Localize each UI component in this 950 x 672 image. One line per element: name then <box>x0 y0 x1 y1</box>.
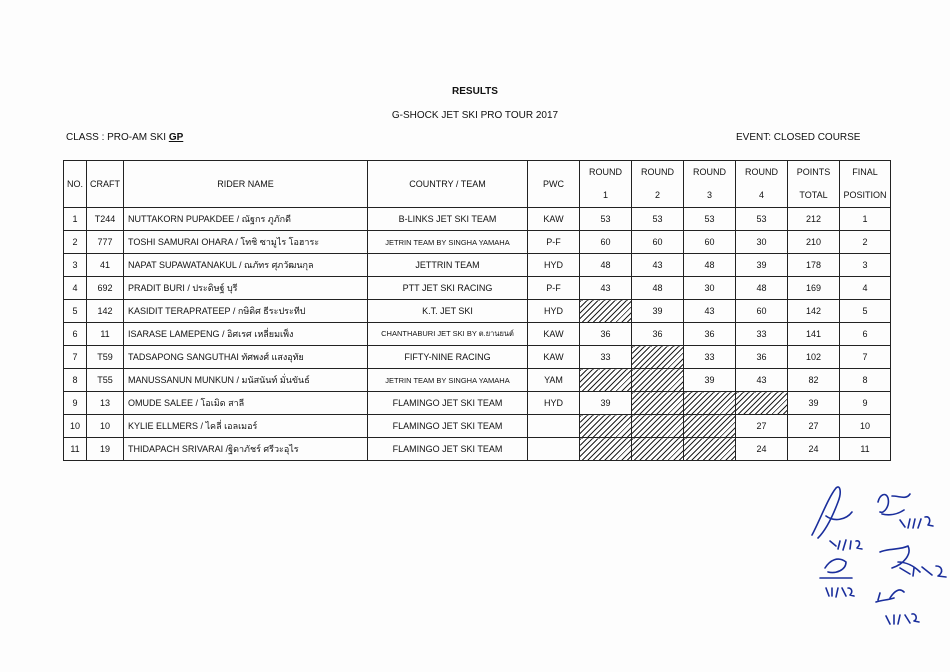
cell-r1: 53 <box>580 208 632 231</box>
cell-r1: 60 <box>580 231 632 254</box>
cell-rider: TOSHI SAMURAI OHARA / โทชิ ซามูไร โอฮาระ <box>124 231 368 254</box>
cell-final: 9 <box>840 392 891 415</box>
cell-r1 <box>580 438 632 461</box>
cell-r4: 39 <box>736 254 788 277</box>
cell-pwc: KAW <box>528 323 580 346</box>
cell-points: 82 <box>788 369 840 392</box>
cell-points: 39 <box>788 392 840 415</box>
cell-pwc: KAW <box>528 346 580 369</box>
table-row <box>64 277 891 300</box>
cell-r1: 39 <box>580 392 632 415</box>
cell-points: 178 <box>788 254 840 277</box>
cell-points: 24 <box>788 438 840 461</box>
cell-r3 <box>684 438 736 461</box>
document-title: RESULTS <box>452 86 498 97</box>
cell-r3 <box>684 415 736 438</box>
signature-5-date <box>886 614 919 624</box>
cell-no: 8 <box>64 369 87 392</box>
cell-r1: 48 <box>580 254 632 277</box>
signature-1-date <box>830 540 862 550</box>
cell-rider: MANUSSANUN MUNKUN / มนัสนันท์ มั่นขันธ์ <box>124 369 368 392</box>
signature-2 <box>878 494 910 515</box>
table-row <box>64 300 891 323</box>
signature-4 <box>820 559 852 578</box>
cell-final: 8 <box>840 369 891 392</box>
cell-r3: 30 <box>684 277 736 300</box>
cell-craft: T244 <box>87 208 124 231</box>
cell-final: 5 <box>840 300 891 323</box>
cell-r2: 43 <box>632 254 684 277</box>
cell-no: 9 <box>64 392 87 415</box>
cell-r1 <box>580 415 632 438</box>
cell-r2 <box>632 438 684 461</box>
cell-team: FLAMINGO JET SKI TEAM <box>368 392 528 415</box>
cell-team: CHANTHABURI JET SKI BY ต.ยานยนต์ <box>368 323 528 346</box>
header-round-1: ROUND 1 <box>580 161 632 208</box>
cell-craft: 41 <box>87 254 124 277</box>
cell-craft: 142 <box>87 300 124 323</box>
cell-r1 <box>580 369 632 392</box>
cell-pwc: HYD <box>528 300 580 323</box>
signature-2-date <box>900 517 933 528</box>
cell-craft: T59 <box>87 346 124 369</box>
table-row <box>64 346 891 369</box>
cell-r4: 53 <box>736 208 788 231</box>
cell-team: FLAMINGO JET SKI TEAM <box>368 438 528 461</box>
cell-no: 5 <box>64 300 87 323</box>
cell-no: 4 <box>64 277 87 300</box>
cell-rider: THIDAPACH SRIVARAI /ฐิดาภัชร์ ศรีวะอุไร <box>124 438 368 461</box>
cell-r1 <box>580 300 632 323</box>
cell-pwc <box>528 415 580 438</box>
cell-pwc: KAW <box>528 208 580 231</box>
cell-r2 <box>632 346 684 369</box>
cell-points: 27 <box>788 415 840 438</box>
cell-rider: ISARASE LAMEPENG / อิศเรศ เหลี่ยมเพ็ง <box>124 323 368 346</box>
cell-r3: 48 <box>684 254 736 277</box>
cell-rider: PRADIT BURI / ประดิษฐ์ บุรี <box>124 277 368 300</box>
cell-points: 141 <box>788 323 840 346</box>
cell-r4: 33 <box>736 323 788 346</box>
cell-craft: 692 <box>87 277 124 300</box>
signature-3 <box>880 546 920 572</box>
cell-pwc: HYD <box>528 254 580 277</box>
header-round-2: ROUND 2 <box>632 161 684 208</box>
cell-points: 210 <box>788 231 840 254</box>
table-row <box>64 392 891 415</box>
cell-pwc <box>528 438 580 461</box>
cell-team: JETRIN TEAM BY SINGHA YAMAHA <box>368 369 528 392</box>
cell-r3 <box>684 392 736 415</box>
cell-no: 10 <box>64 415 87 438</box>
cell-final: 1 <box>840 208 891 231</box>
cell-r4: 43 <box>736 369 788 392</box>
cell-r2: 48 <box>632 277 684 300</box>
cell-r4 <box>736 392 788 415</box>
cell-team: PTT JET SKI RACING <box>368 277 528 300</box>
table-row <box>64 438 891 461</box>
cell-r4: 24 <box>736 438 788 461</box>
cell-craft: 10 <box>87 415 124 438</box>
cell-team: FLAMINGO JET SKI TEAM <box>368 415 528 438</box>
cell-no: 2 <box>64 231 87 254</box>
class-value: GP <box>168 132 184 143</box>
cell-points: 102 <box>788 346 840 369</box>
cell-r3: 53 <box>684 208 736 231</box>
cell-craft: 19 <box>87 438 124 461</box>
cell-pwc: YAM <box>528 369 580 392</box>
cell-rider: NAPAT SUPAWATANAKUL / ณภัทร ศุภวัฒนกุล <box>124 254 368 277</box>
cell-points: 169 <box>788 277 840 300</box>
cell-r2: 39 <box>632 300 684 323</box>
cell-team: JETRIN TEAM BY SINGHA YAMAHA <box>368 231 528 254</box>
cell-pwc: HYD <box>528 392 580 415</box>
cell-team: FIFTY-NINE RACING <box>368 346 528 369</box>
cell-r3: 36 <box>684 323 736 346</box>
cell-craft: 13 <box>87 392 124 415</box>
header-team: COUNTRY / TEAM <box>368 161 528 208</box>
cell-final: 10 <box>840 415 891 438</box>
cell-r4: 60 <box>736 300 788 323</box>
cell-points: 142 <box>788 300 840 323</box>
header-round-3: ROUND 3 <box>684 161 736 208</box>
cell-no: 6 <box>64 323 87 346</box>
results-table <box>63 160 891 461</box>
results-body <box>64 208 891 461</box>
cell-r2: 60 <box>632 231 684 254</box>
table-row <box>64 254 891 277</box>
class-line <box>66 132 183 143</box>
signature-1 <box>812 487 852 538</box>
table-row <box>64 369 891 392</box>
cell-r2 <box>632 392 684 415</box>
header-final-position: FINAL POSITION <box>840 161 891 208</box>
cell-r4: 36 <box>736 346 788 369</box>
cell-r2: 53 <box>632 208 684 231</box>
cell-team: K.T. JET SKI <box>368 300 528 323</box>
header-pwc: PWC <box>528 161 580 208</box>
event-label: EVENT: CLOSED COURSE <box>736 132 861 143</box>
cell-no: 11 <box>64 438 87 461</box>
cell-points: 212 <box>788 208 840 231</box>
cell-r4: 48 <box>736 277 788 300</box>
cell-final: 2 <box>840 231 891 254</box>
cell-final: 3 <box>840 254 891 277</box>
cell-r3: 39 <box>684 369 736 392</box>
table-row <box>64 208 891 231</box>
cell-r1: 33 <box>580 346 632 369</box>
document-subtitle: G-SHOCK JET SKI PRO TOUR 2017 <box>391 110 559 121</box>
cell-rider: NUTTAKORN PUPAKDEE / ณัฐกร ภูภักดี <box>124 208 368 231</box>
cell-final: 4 <box>840 277 891 300</box>
cell-rider: OMUDE SALEE / โอเมิด สาลี <box>124 392 368 415</box>
table-row <box>64 415 891 438</box>
cell-pwc: P-F <box>528 231 580 254</box>
cell-r3: 60 <box>684 231 736 254</box>
cell-team: B-LINKS JET SKI TEAM <box>368 208 528 231</box>
table-row <box>64 231 891 254</box>
header-round-4: ROUND 4 <box>736 161 788 208</box>
header-craft: CRAFT <box>87 161 124 208</box>
cell-rider: KASIDIT TERAPRATEEP / กษิดิศ ธีระประทีป <box>124 300 368 323</box>
cell-r4: 27 <box>736 415 788 438</box>
signature-5 <box>876 590 904 602</box>
cell-team: JETTRIN TEAM <box>368 254 528 277</box>
cell-r3: 43 <box>684 300 736 323</box>
cell-craft: 777 <box>87 231 124 254</box>
table-header-row <box>64 161 891 208</box>
cell-r1: 36 <box>580 323 632 346</box>
cell-final: 7 <box>840 346 891 369</box>
cell-craft: 11 <box>87 323 124 346</box>
cell-r2 <box>632 369 684 392</box>
cell-r2: 36 <box>632 323 684 346</box>
cell-no: 7 <box>64 346 87 369</box>
cell-final: 11 <box>840 438 891 461</box>
cell-no: 1 <box>64 208 87 231</box>
cell-rider: TADSAPONG SANGUTHAI ทัศพงศ์ แสงอุทัย <box>124 346 368 369</box>
class-label: CLASS : PRO-AM SKI <box>66 132 169 143</box>
cell-r1: 43 <box>580 277 632 300</box>
cell-rider: KYLIE ELLMERS / ไคลี่ เอลเมอร์ <box>124 415 368 438</box>
signature-4-date <box>826 588 854 597</box>
header-no: NO. <box>64 161 87 208</box>
header-rider: RIDER NAME <box>124 161 368 208</box>
cell-r2 <box>632 415 684 438</box>
signature-3-date <box>900 566 946 577</box>
cell-no: 3 <box>64 254 87 277</box>
cell-craft: T55 <box>87 369 124 392</box>
cell-pwc: P-F <box>528 277 580 300</box>
cell-r4: 30 <box>736 231 788 254</box>
table-row <box>64 323 891 346</box>
header-points-total: POINTS TOTAL <box>788 161 840 208</box>
cell-final: 6 <box>840 323 891 346</box>
cell-r3: 33 <box>684 346 736 369</box>
